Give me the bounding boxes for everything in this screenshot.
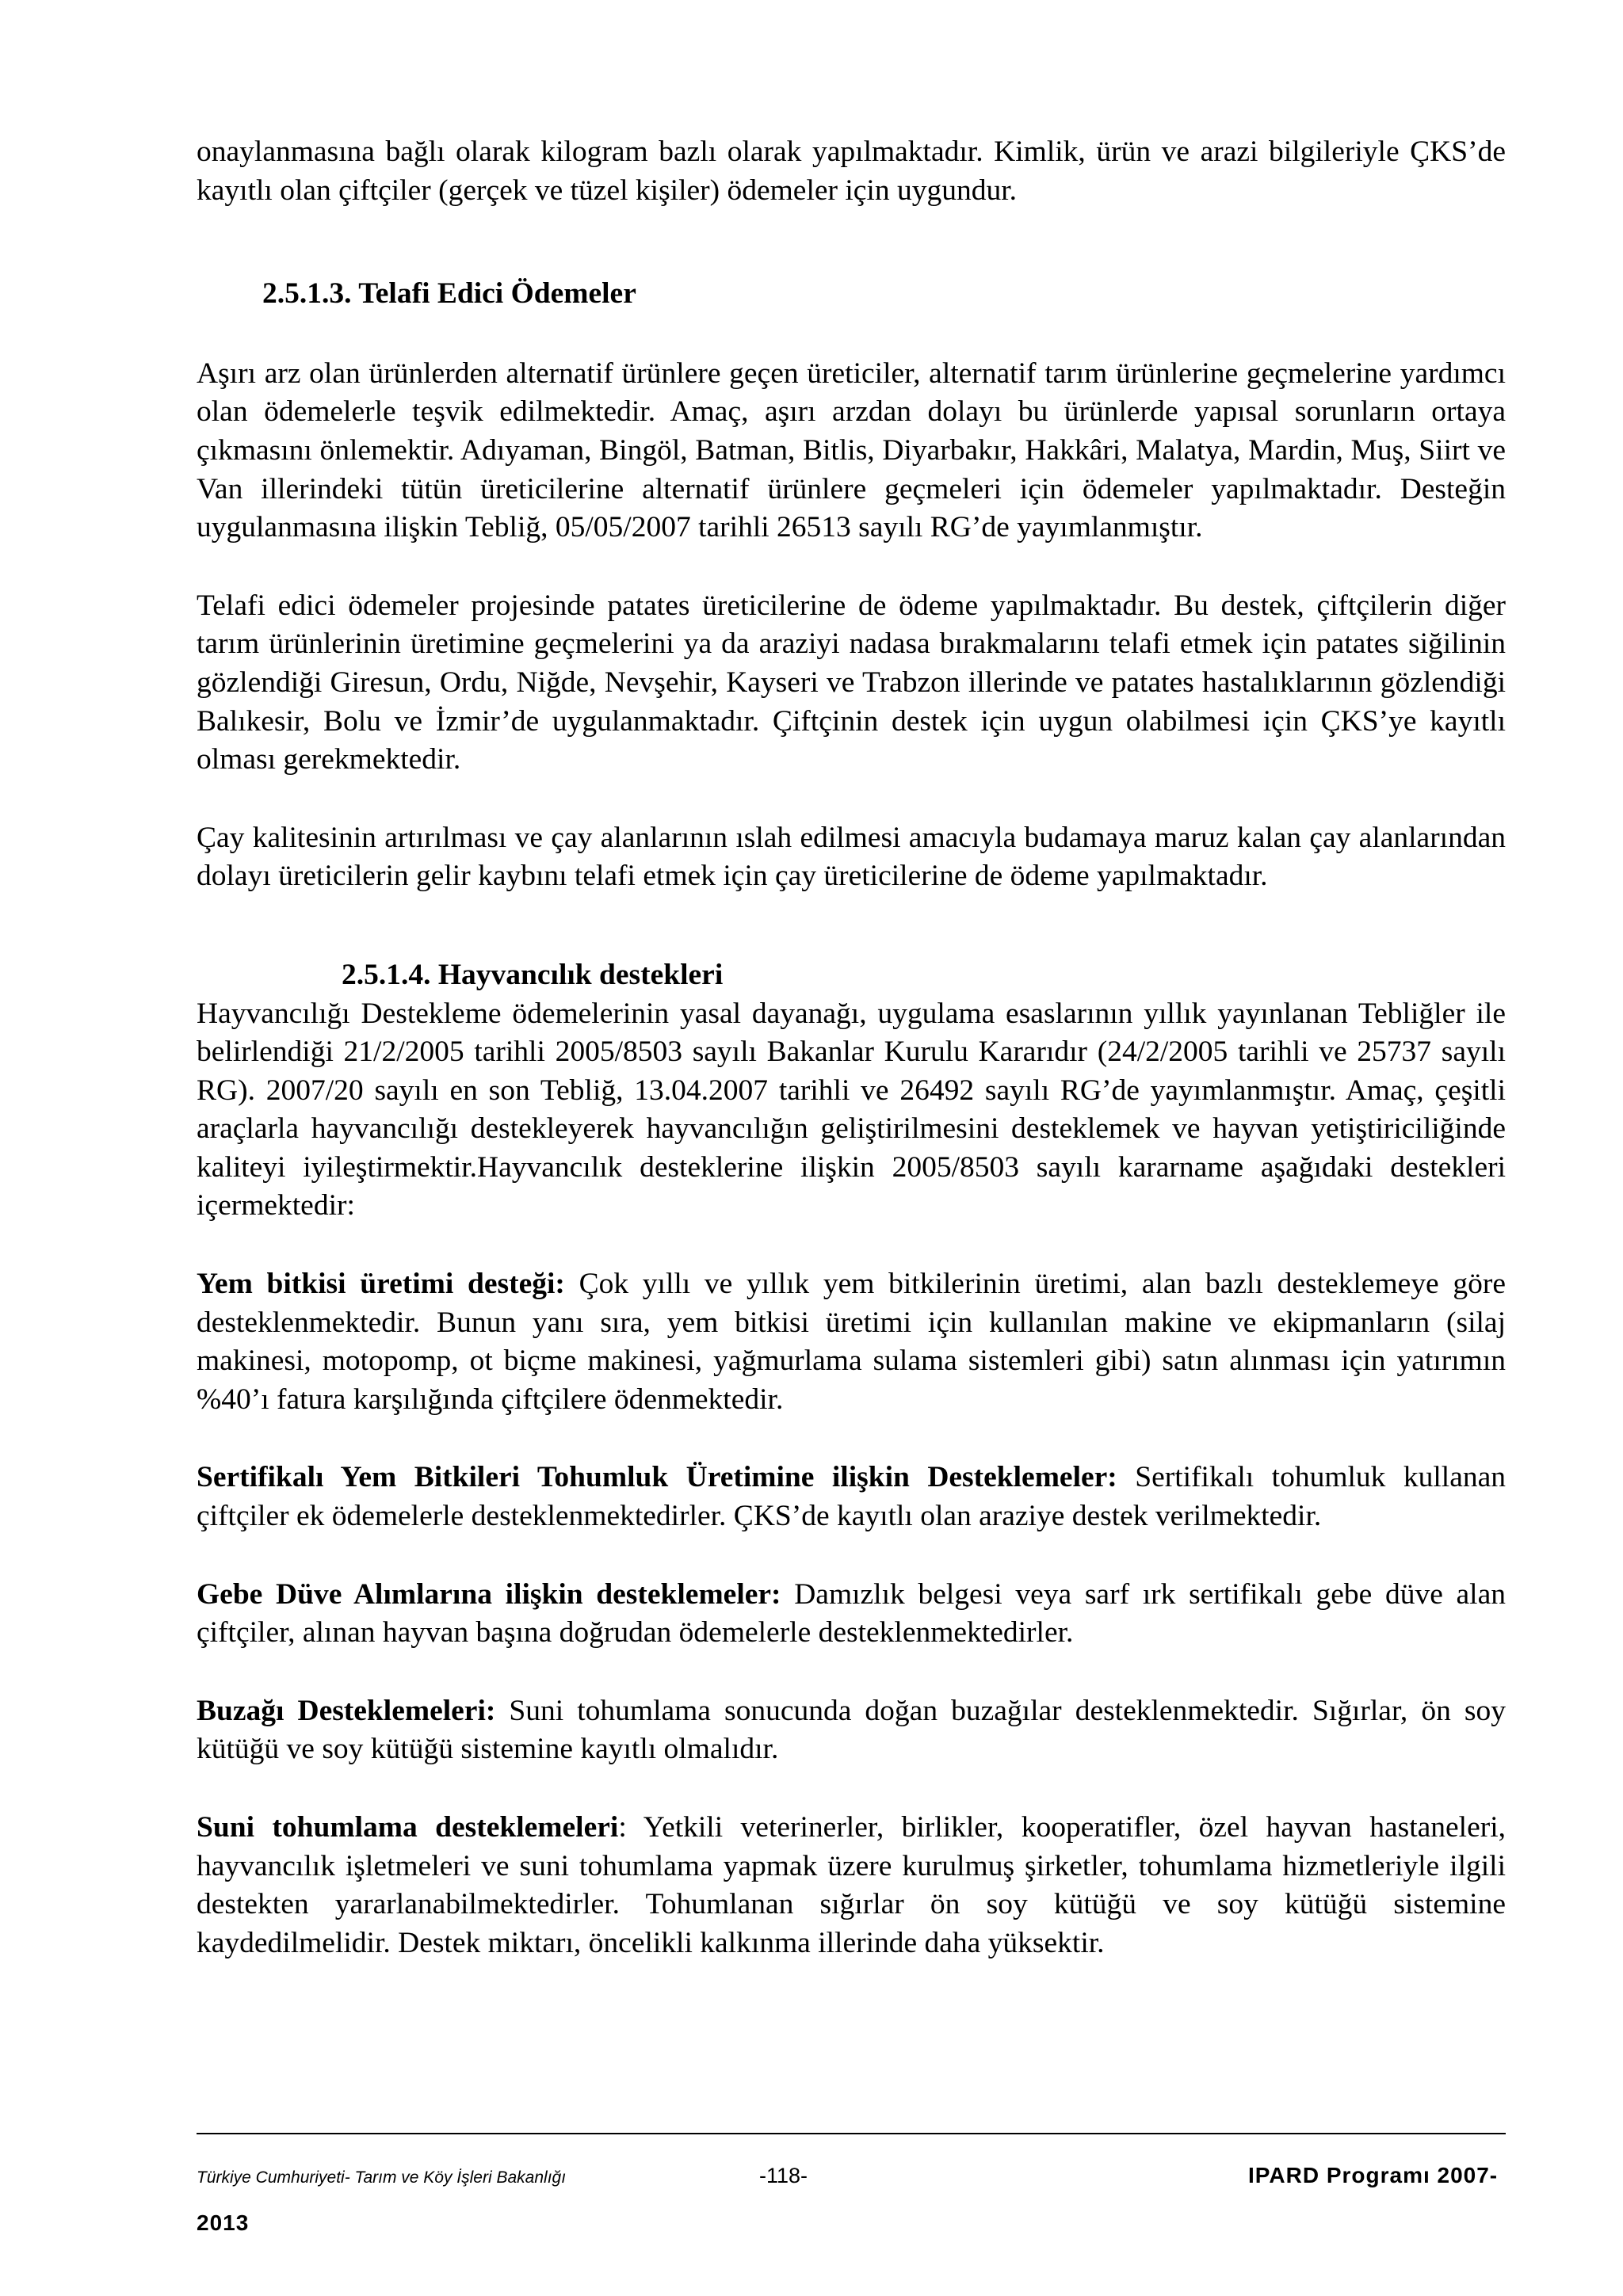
section-heading-2514: 2.5.1.4. Hayvancılık destekleri: [342, 958, 724, 991]
support-item-lead: Buzağı Desteklemeleri:: [197, 1694, 496, 1727]
support-item-text: Suni tohumlama sonucunda doğan buzağılar desteklenmektedir. Sığırlar, ön soy kütüğü ve soy kütüğü sistemine kayıtlı olmalıdır.: [197, 1694, 1506, 1766]
paragraph-telafi-1: Aşırı arz olan ürünlerden alternatif ürünlere geçen üreticiler, alternatif tarım ürünlerine geçmelerine yardımcı olan ödemelerle teşvik edilmektedir. Amaç, aşırı arzdan dolayı bu ürünlerde yapısal sorunların ortaya çıkmasını önlemektir. Adıyaman, Bingöl, Batman, Bitlis, Diyarbakır, Hakkâri, Malatya, Mardin, Muş, Siirt ve Van illerindeki tütün üreticilerine alternatif ürünlere geçmeleri için ödemeler yapılmaktadır. Desteğin uygulanmasına ilişkin Tebliğ, 05/05/2007 tarihli 26513 sayılı RG’de yayımlanmıştır.: [197, 357, 1506, 544]
support-item-suni-tohumlama: [197, 1809, 1506, 1962]
support-item-lead: Yem bitkisi üretimi desteği:: [197, 1268, 565, 1301]
intro-paragraph: onaylanmasına bağlı olarak kilogram bazlı olarak yapılmaktadır. Kimlik, ürün ve arazi bilgileriyle ÇKS’de kayıtlı olan çiftçiler (gerçek ve tüzel kişiler) ödemeler için uygundur.: [197, 135, 1506, 207]
support-item-text: : Yetkili veterinerler, birlikler, kooperatifler, özel hayvan hastaneleri, hayvancılık işletmeleri ve suni tohumlama yapmak üzere kurulmuş şirketler, tohumlama hizmetleriyle ilgili destekten yararlanabilmektedirler. Tohumlanan sığırlar ön soy kütüğü ve soy kütüğü sistemine kaydedilmelidir. Destek miktarı, öncelikli kalkınma illerinde daha yüksektir.: [197, 1811, 1507, 1959]
document-body: [197, 133, 1506, 1962]
section-heading-2513: 2.5.1.3. Telafi Edici Ödemeler: [262, 277, 636, 311]
footer-page-number: -118-: [759, 2164, 808, 2187]
support-item-gebe-duve: [197, 1576, 1506, 1653]
footer-year: 2013: [197, 2210, 250, 2235]
paragraph-telafi-2: Telafi edici ödemeler projesinde patates üreticilerine de ödeme yapılmaktadır. Bu destek, çiftçilerin diğer tarım ürünlerinin üretimine geçmelerini ya da araziyi nadasa bırakmalarını telafi etmek için patates siğilinin gözlendiği Giresun, Ordu, Niğde, Nevşehir, Kayseri ve Trabzon illerinde ve patates hastalıklarının gözlendiği Balıkesir, Bolu ve İzmir’de uygulanmaktadır. Çiftçinin destek için uygun olabilmesi için ÇKS’ye kayıtlı olması gerekmektedir.: [197, 589, 1506, 776]
support-item-text: Damızlık belgesi veya sarf ırk sertifikalı gebe düve alan çiftçiler, alınan hayvan başına doğrudan ödemelerle desteklenmektedirler.: [197, 1577, 1506, 1650]
footer-divider: [197, 2133, 1506, 2134]
support-item-lead: Gebe Düve Alımlarına ilişkin desteklemeler:: [197, 1577, 781, 1611]
paragraph-hayvancilik-intro: Hayvancılığı Destekleme ödemelerinin yasal dayanağı, uygulama esaslarının yıllık yayınlanan Tebliğler ile belirlendiği 21/2/2005 tarihli 2005/8503 sayılı Bakanlar Kurulu Kararıdır (24/2/2005 tarihli ve 25737 sayılı RG). 2007/20 sayılı en son Tebliğ, 13.04.2007 tarihli ve 26492 sayılı RG’de yayımlanmıştır. Amaç, çeşitli araçlarla hayvancılığı destekleyerek hayvancılığın geliştirilmesini desteklemek ve hayvan yetiştiriciliğinde kaliteyi iyileştirmektir.Hayvancılık desteklerine ilişkin 2005/8503 sayılı kararname aşağıdaki destekleri içermektedir:: [197, 997, 1506, 1222]
support-item-text: Sertifikalı tohumluk kullanan çiftçiler ek ödemelerle desteklenmektedirler. ÇKS’de kayıtlı olan araziye destek verilmektedir.: [197, 1461, 1506, 1533]
footer-program: IPARD Programı 2007-: [1248, 2163, 1499, 2187]
support-item-lead: Sertifikalı Yem Bitkileri Tohumluk Üretimine ilişkin Desteklemeler:: [197, 1461, 1117, 1494]
paragraph-telafi-3: Çay kalitesinin artırılması ve çay alanlarının ıslah edilmesi amacıyla budamaya maruz kalan çay alanlarından dolayı üreticilerin gelir kaybını telafi etmek için çay üreticilerine de ödeme yapılmaktadır.: [197, 821, 1506, 893]
support-item-text: Çok yıllı ve yıllık yem bitkilerinin üretimi, alan bazlı desteklemeye göre desteklenmektedir. Bunun yanı sıra, yem bitkisi üretimi için kullanılan makine ve ekipmanların (silaj makinesi, motopomp, ot biçme makinesi, yağmurlama sulama sistemleri gibi) satın alınması için yatırımın %40’ı fatura karşılığında çiftçilere ödenmektedir.: [197, 1268, 1506, 1416]
support-item-sertifikali-tohumluk: [197, 1459, 1506, 1535]
support-item-yem-bitkisi: [197, 1265, 1506, 1419]
support-item-buzagi: [197, 1692, 1506, 1769]
footer-ministry: Türkiye Cumhuriyeti- Tarım ve Köy İşleri Bakanlığı: [197, 2168, 567, 2187]
support-item-lead: Suni tohumlama desteklemeleri: [197, 1811, 619, 1844]
